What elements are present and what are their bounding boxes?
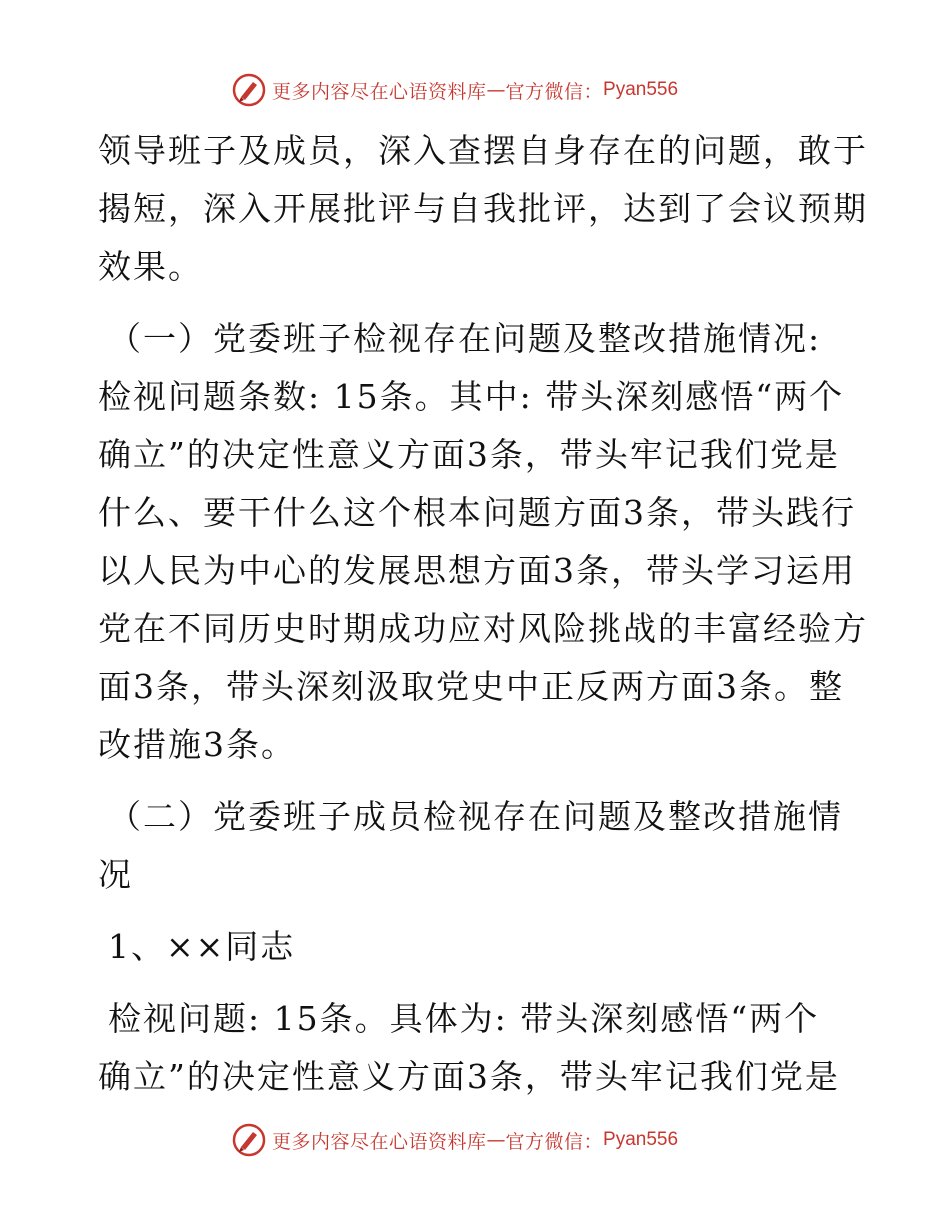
header-brand-text: 更多内容尽在心语资料库 (272, 80, 487, 103)
footer-separator: — (486, 1129, 506, 1151)
pen-logo-icon (232, 73, 266, 107)
text-line: 党在不同历史时期成功应对风险挑战的丰富经验方 (98, 609, 868, 648)
header-channel: 官方微信： (505, 80, 604, 103)
document-body (98, 122, 868, 1106)
text-line: 什么、要干什么这个根本问题方面3条，带头践行 (98, 493, 856, 532)
text-line: 改措施3条。 (98, 725, 296, 764)
text-line: 况 (98, 855, 133, 894)
text-line: 面3条，带头深刻汲取党史中正反两方面3条。整 (98, 667, 844, 706)
header-account: Pyan556 (603, 79, 679, 100)
footer-brand-text: 更多内容尽在心语资料库 (272, 1130, 487, 1153)
text-line: 确立”的决定性意义方面3条，带头牢记我们党是 (98, 435, 840, 474)
section-heading-2: （二）党委班子成员检视存在问题及整改措施情 (108, 797, 843, 836)
text-line: 以人民为中心的发展思想方面3条，带头学习运用 (98, 551, 856, 590)
section-heading-1: （一）党委班子检视存在问题及整改措施情况: (108, 319, 822, 358)
text-line: 检视问题: 15条。具体为: 带头深刻感悟“两个 (108, 999, 820, 1038)
text-line: 检视问题条数: 15条。其中: 带头深刻感悟“两个 (98, 377, 845, 416)
header-separator: — (486, 79, 506, 101)
page-header-watermark (232, 72, 678, 108)
pen-logo-icon (232, 1123, 266, 1157)
text-line: 效果。 (98, 247, 203, 286)
subsection-heading: 1、××同志 (108, 927, 296, 966)
text-line: 领导班子及成员，深入查摆自身存在的问题，敢于 (98, 131, 868, 170)
text-line: 揭短，深入开展批评与自我批评，达到了会议预期 (98, 189, 868, 228)
page-footer-watermark (232, 1122, 678, 1158)
footer-channel: 官方微信： (505, 1130, 604, 1153)
text-line: 确立”的决定性意义方面3条，带头牢记我们党是 (98, 1057, 840, 1096)
footer-account: Pyan556 (603, 1129, 679, 1150)
